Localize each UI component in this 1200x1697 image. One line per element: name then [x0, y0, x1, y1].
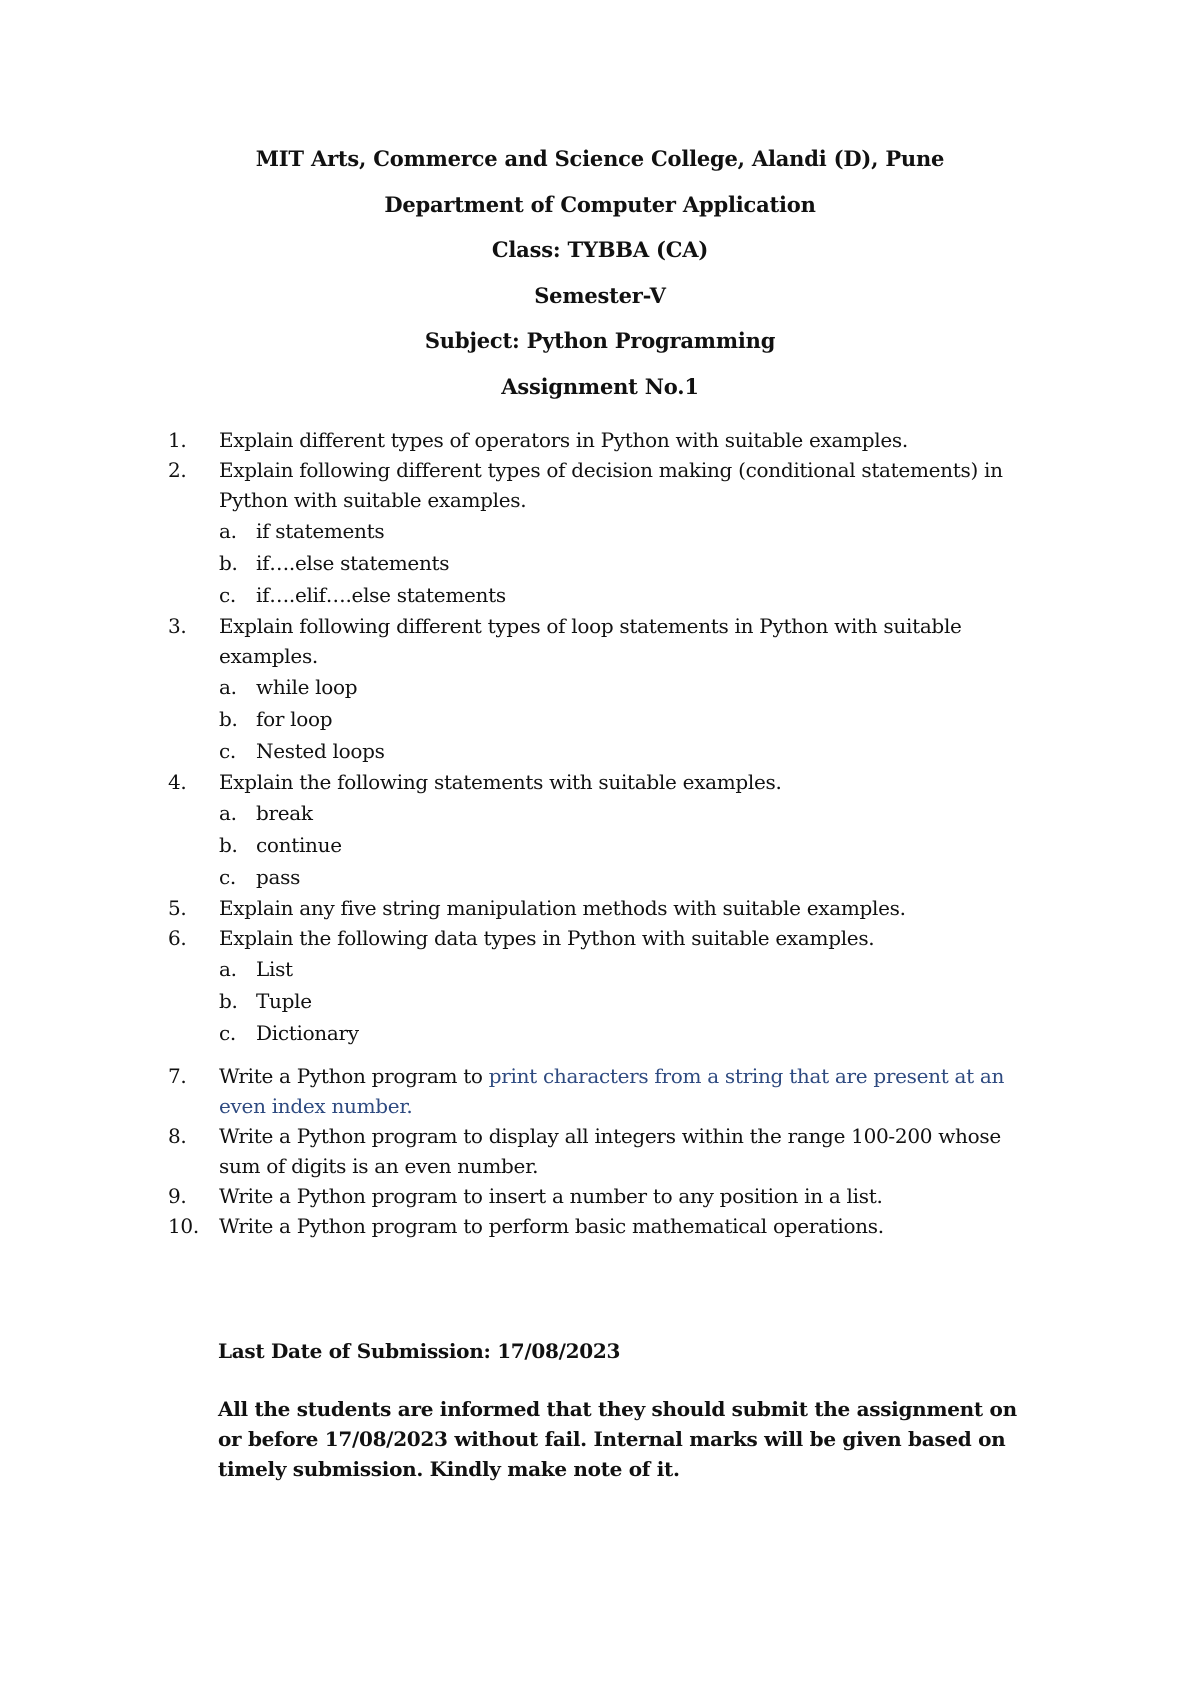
- question-item: [168, 455, 1048, 515]
- question-text: Explain the following statements with suitable examples.: [219, 770, 782, 794]
- question-item: [168, 1211, 1048, 1241]
- sub-question-text: if….else statements: [256, 551, 450, 575]
- sub-question-letter: a.: [219, 957, 237, 981]
- sub-question-item: [168, 515, 1048, 547]
- sub-question-text: Tuple: [256, 989, 312, 1013]
- question-text: Explain following different types of loop statements in Python with suitable examples.: [219, 614, 962, 668]
- sub-question-text: List: [256, 957, 293, 981]
- college-name: MIT Arts, Commerce and Science College, Alandi (D), Pune: [255, 146, 945, 171]
- question-number: 4.: [168, 770, 187, 794]
- sub-question-letter: b.: [219, 551, 238, 575]
- question-text: Explain following different types of decision making (conditional statements) in Python with suitable examples.: [219, 458, 1003, 512]
- sub-question-item: [168, 547, 1048, 579]
- sub-question-letter: b.: [219, 707, 238, 731]
- sub-question-letter: b.: [219, 989, 238, 1013]
- question-number: 2.: [168, 458, 187, 482]
- question-number: 1.: [168, 428, 187, 452]
- question-number: 6.: [168, 926, 187, 950]
- question-number: 8.: [168, 1124, 187, 1148]
- question-text: [219, 1061, 1048, 1121]
- question-item: [168, 611, 1048, 671]
- sub-question-item: [168, 953, 1048, 985]
- sub-question-text: Dictionary: [256, 1021, 359, 1045]
- question-text: Explain different types of operators in Python with suitable examples.: [219, 428, 908, 452]
- sub-question-item: [168, 797, 1048, 829]
- sub-question-item: [168, 735, 1048, 767]
- question-text-plain: Write a Python program to: [219, 1064, 489, 1088]
- semester-label: Semester-V: [534, 282, 666, 308]
- sub-question-letter: c.: [219, 583, 236, 607]
- sub-question-item: [168, 703, 1048, 735]
- sub-question-letter: c.: [219, 1021, 236, 1045]
- question-item: [168, 1181, 1048, 1211]
- question-item: [168, 923, 1048, 953]
- sub-question-letter: b.: [219, 833, 238, 857]
- sub-question-text: Nested loops: [256, 739, 385, 763]
- last-submission-date: Last Date of Submission: 17/08/2023: [218, 1339, 621, 1363]
- sub-question-item: [168, 579, 1048, 611]
- question-number: 9.: [168, 1184, 187, 1208]
- question-number: 10.: [168, 1214, 199, 1238]
- sub-question-item: [168, 829, 1048, 861]
- question-number: 7.: [168, 1064, 187, 1088]
- subject-label: Subject: Python Programming: [424, 328, 776, 353]
- question-item: [168, 425, 1048, 455]
- class-label: Class: TYBBA (CA): [491, 237, 709, 262]
- sub-question-item: [168, 1017, 1048, 1049]
- sub-question-letter: c.: [219, 865, 236, 889]
- sub-question-item: [168, 671, 1048, 703]
- question-text-highlight: print characters from a string that are present at an even index number.: [219, 1064, 1005, 1118]
- sub-question-text: break: [256, 801, 313, 825]
- sub-question-letter: a.: [219, 519, 237, 543]
- sub-question-item: [168, 861, 1048, 893]
- question-item: [168, 1121, 1048, 1181]
- question-item: [168, 767, 1048, 797]
- question-text: Explain any five string manipulation methods with suitable examples.: [219, 896, 906, 920]
- sub-question-text: if….elif….else statements: [256, 583, 506, 607]
- question-text: Write a Python program to insert a number to any position in a list.: [219, 1184, 883, 1208]
- sub-question-text: while loop: [256, 675, 358, 699]
- sub-question-letter: a.: [219, 675, 237, 699]
- assignment-title: Assignment No.1: [501, 373, 699, 399]
- submission-notice: All the students are informed that they should submit the assignment on or before 17/08/2023 without fail. Internal marks will be given based on timely submission. Kindly make note of it.: [218, 1397, 1017, 1481]
- question-text: Write a Python program to display all integers within the range 100-200 whose sum of digits is an even number.: [219, 1124, 1001, 1178]
- sub-question-text: pass: [256, 865, 301, 889]
- sub-question-letter: a.: [219, 801, 237, 825]
- question-number: 3.: [168, 614, 187, 638]
- question-item: [168, 1061, 1048, 1121]
- sub-question-letter: c.: [219, 739, 236, 763]
- document-header: [0, 146, 1200, 419]
- question-text: Explain the following data types in Python with suitable examples.: [219, 926, 875, 950]
- submission-section: [218, 1336, 1018, 1484]
- sub-question-text: if statements: [256, 519, 385, 543]
- sub-question-text: continue: [256, 833, 342, 857]
- sub-question-text: for loop: [256, 707, 333, 731]
- department-name: Department of Computer Application: [384, 191, 816, 217]
- sub-question-item: [168, 985, 1048, 1017]
- question-item: [168, 893, 1048, 923]
- question-list: [168, 425, 1048, 1241]
- question-text: Write a Python program to perform basic mathematical operations.: [219, 1214, 884, 1238]
- question-number: 5.: [168, 896, 187, 920]
